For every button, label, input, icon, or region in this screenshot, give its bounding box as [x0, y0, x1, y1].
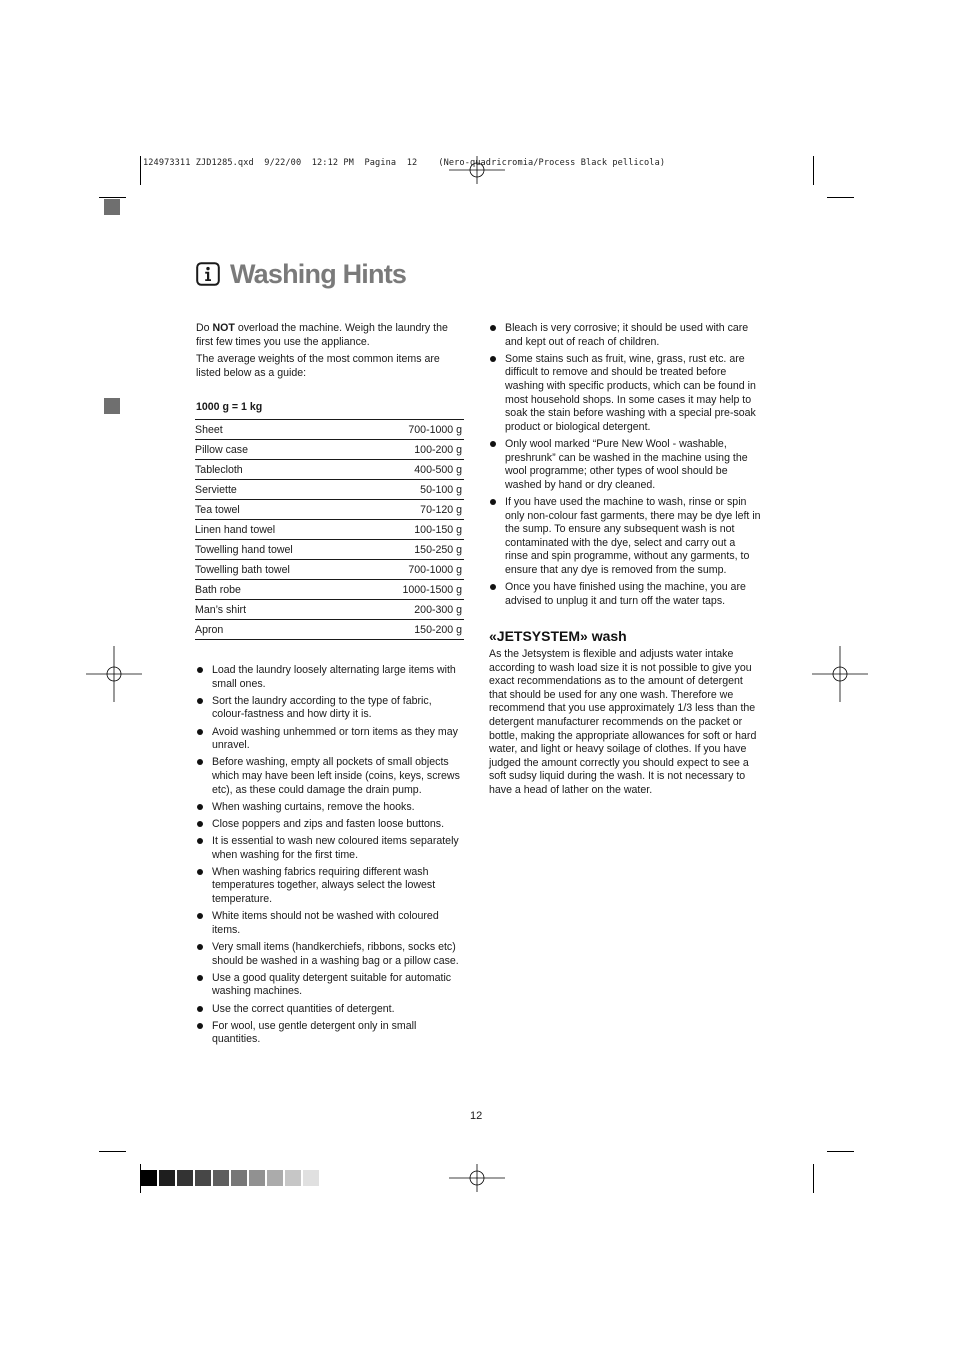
weight-value: 400-500 g — [414, 463, 462, 476]
color-swatch — [195, 1170, 211, 1186]
bullet-item: For wool, use gentle detergent only in small quantities. — [196, 1020, 466, 1047]
bullet-item: Sort the laundry according to the type of fabric, colour-fastness and how dirty it is. — [196, 695, 466, 722]
weight-value: 150-250 g — [414, 543, 462, 556]
weight-item: Man’s shirt — [195, 603, 247, 616]
weight-value: 100-200 g — [414, 443, 462, 456]
bullet-item: Close poppers and zips and fasten loose buttons. — [196, 818, 466, 832]
weight-item: Sheet — [195, 423, 223, 436]
weight-item: Tablecloth — [195, 463, 243, 476]
weight-row — [195, 459, 464, 479]
left-bullet-list — [196, 664, 466, 1051]
bullet-item: Before washing, empty all pockets of small objects which may have been left inside (coins, keys, screws etc), as these could damage the drain pump. — [196, 756, 466, 797]
weight-item: Towelling hand towel — [195, 543, 293, 556]
weight-value: 700-1000 g — [408, 423, 462, 436]
margin-marker-middle — [104, 398, 120, 414]
color-swatch — [177, 1170, 193, 1186]
weight-row — [195, 619, 464, 640]
color-swatch — [141, 1170, 157, 1186]
bullet-item: Only wool marked “Pure New Wool - washable, preshrunk” can be washed in the machine using the wool programme; other types of wool should be washed by hand or dry cleaned. — [489, 438, 761, 492]
crop-mark-top-left — [140, 156, 141, 185]
color-swatch — [285, 1170, 301, 1186]
color-swatch — [303, 1170, 319, 1186]
weight-item: Apron — [195, 623, 224, 636]
registration-mark-left — [86, 646, 142, 702]
bullet-item: Bleach is very corrosive; it should be used with care and kept out of reach of children. — [489, 322, 761, 349]
bullet-item: Once you have finished using the machine, you are advised to unplug it and turn off the water taps. — [489, 581, 761, 608]
color-calibration-bar — [141, 1170, 319, 1186]
color-swatch — [159, 1170, 175, 1186]
bullet-item: Load the laundry loosely alternating large items with small ones. — [196, 664, 466, 691]
print-slug: 124973311 ZJD1285.qxd 9/22/00 12:12 PM Pagina 12 (Nero-quadricromia/Process Black pellicola) — [143, 158, 666, 168]
page-number: 12 — [470, 1110, 483, 1122]
right-bullet-list — [489, 322, 761, 612]
bullet-item: Very small items (handkerchiefs, ribbons, socks etc) should be washed in a washing bag or a pillow case. — [196, 941, 466, 968]
color-swatch — [213, 1170, 229, 1186]
weight-row — [195, 419, 464, 439]
bullet-item: Avoid washing unhemmed or torn items as they may unravel. — [196, 726, 466, 753]
page-title: Washing Hints — [230, 258, 407, 289]
weight-item: Pillow case — [195, 443, 248, 456]
weight-row — [195, 599, 464, 619]
jetsystem-heading: «JETSYSTEM» wash — [489, 628, 627, 644]
intro-text-post: overload the machine. Weigh the laundry the first few times you use the appliance. — [196, 322, 448, 348]
intro-paragraph-2: The average weights of the most common items are listed below as a guide: — [196, 353, 440, 379]
page-header — [196, 256, 406, 292]
crop-mark-bottom-right — [813, 1164, 814, 1193]
bullet-item: Use the correct quantities of detergent. — [196, 1003, 466, 1017]
weight-value: 150-200 g — [414, 623, 462, 636]
info-icon — [196, 262, 220, 286]
registration-mark-right — [812, 646, 868, 702]
bullet-item: When washing fabrics requiring different wash temperatures together, always select the lowest temperature. — [196, 866, 466, 907]
weight-row — [195, 539, 464, 559]
crop-mark-bottom-left-h — [99, 1151, 126, 1152]
weight-value: 200-300 g — [414, 603, 462, 616]
weight-item: Linen hand towel — [195, 523, 276, 536]
weight-value: 100-150 g — [414, 523, 462, 536]
bullet-item: If you have used the machine to wash, rinse or spin only non-colour fast garments, there may be dye left in the sump. To ensure any subsequent wash is not contaminated with the dye, select and carry out a rinse and spin programme, without any garments, to ensure that any dye is removed from the sump. — [489, 496, 761, 578]
crop-mark-bottom-right-h — [827, 1151, 854, 1152]
registration-mark-bottom — [449, 1150, 505, 1206]
bullet-item: It is essential to wash new coloured items separately when washing for the first time. — [196, 835, 466, 862]
color-swatch — [267, 1170, 283, 1186]
intro-text-pre: Do — [196, 322, 213, 334]
intro-paragraph-1 — [196, 322, 464, 349]
crop-mark-top-right-h — [827, 197, 854, 198]
bullet-item: Some stains such as fruit, wine, grass, rust etc. are difficult to remove and should be treated before washing with specific products, which can be found in most household shops. In some cases it may help to soak the stain before washing with a special pre-soak product or biological detergent. — [489, 353, 761, 435]
weight-value: 70-120 g — [420, 503, 462, 516]
weight-row — [195, 579, 464, 599]
weight-row — [195, 479, 464, 499]
color-swatch — [249, 1170, 265, 1186]
intro-text-bold: NOT — [212, 322, 235, 334]
weight-item: Bath robe — [195, 583, 241, 596]
margin-marker-top — [104, 199, 120, 215]
weights-heading: 1000 g = 1 kg — [196, 401, 263, 413]
weight-value: 1000-1500 g — [402, 583, 462, 596]
weight-row — [195, 499, 464, 519]
weight-row — [195, 559, 464, 579]
crop-mark-top-right — [813, 156, 814, 185]
color-swatch — [231, 1170, 247, 1186]
weight-item: Tea towel — [195, 503, 240, 516]
bullet-item: White items should not be washed with coloured items. — [196, 910, 466, 937]
weight-row — [195, 519, 464, 539]
registration-mark-top — [449, 142, 505, 198]
weight-item: Serviette — [195, 483, 237, 496]
weights-table — [195, 419, 464, 640]
jetsystem-body: As the Jetsystem is flexible and adjusts water intake according to wash load size it is not possible to give you exact recommendations as to the amount of detergent that should be used for any one wash. Therefore we recommend that you use approximately 1/3 less than the detergent manufacturer recommends on the packet or bottle, making the appropriate allowances for soft or hard water, and light or heavy soilage of clothes. If you have judged the amount correctly you should expect to see a soft sudsy liquid during the wash. It is not necessary to have a head of lather on the water. — [489, 648, 757, 796]
weight-value: 700-1000 g — [408, 563, 462, 576]
crop-mark-top-left-h — [99, 197, 126, 198]
bullet-item: Use a good quality detergent suitable for automatic washing machines. — [196, 972, 466, 999]
weight-item: Towelling bath towel — [195, 563, 290, 576]
bullet-item: When washing curtains, remove the hooks. — [196, 801, 466, 815]
weight-value: 50-100 g — [420, 483, 462, 496]
weight-row — [195, 439, 464, 459]
